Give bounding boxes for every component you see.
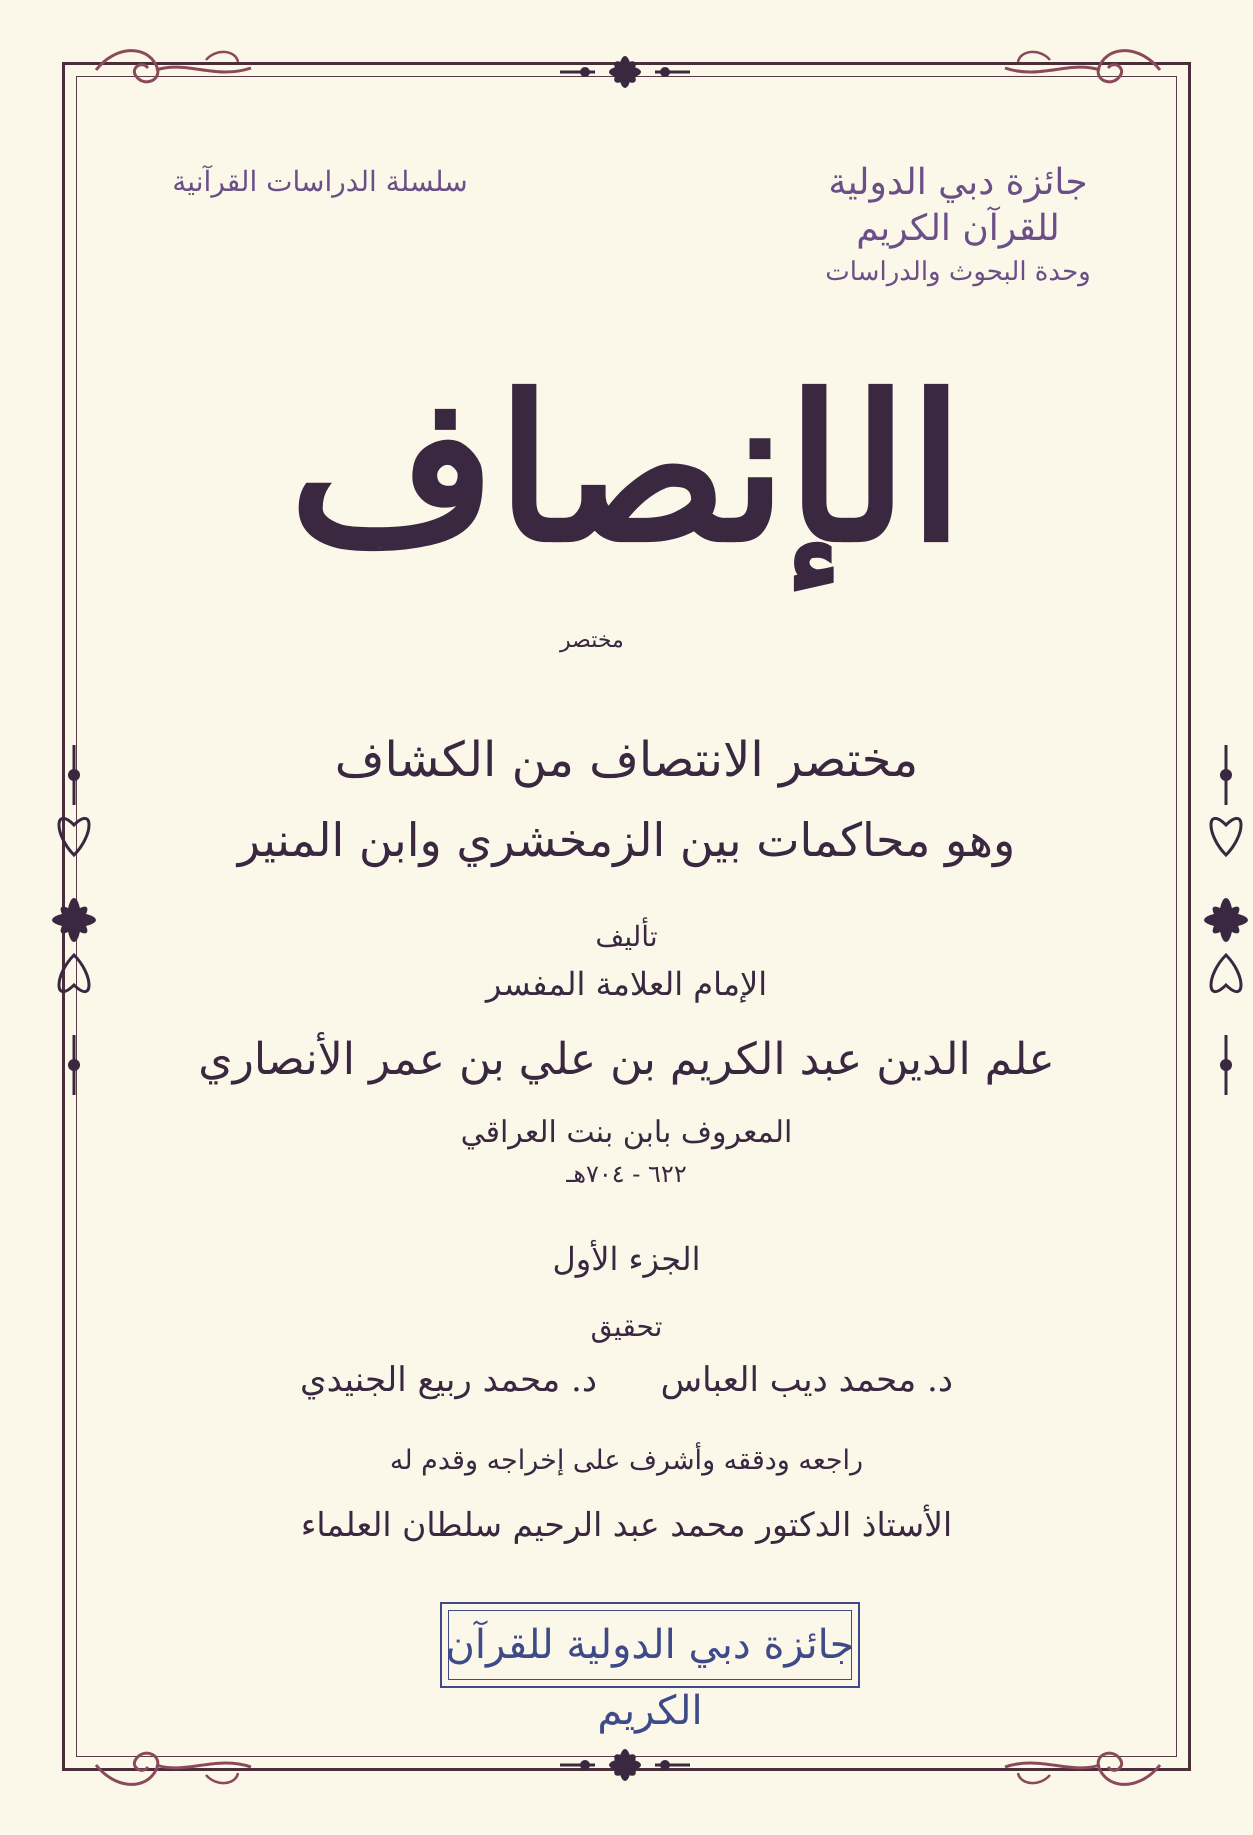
editor-2: د. محمد ربيع الجنيدي xyxy=(300,1360,598,1400)
top-center-flower-ornament xyxy=(555,52,695,92)
publisher-header xyxy=(778,160,1138,290)
corner-scroll-ornament-bottom-right xyxy=(1000,1735,1170,1795)
reviewer-name: الأستاذ الدكتور محمد عبد الرحيم سلطان العلماء xyxy=(300,1505,953,1544)
editing-label: تحقيق xyxy=(590,1310,663,1343)
author-rank: الإمام العلامة المفسر xyxy=(485,965,768,1003)
research-unit-name: وحدة البحوث والدراسات xyxy=(825,257,1091,287)
award-name: جائزة دبي الدولية للقرآن الكريم xyxy=(828,162,1088,249)
subtitle-line-1: مختصر الانتصاف من الكشاف xyxy=(334,732,919,788)
author-known-as: المعروف بابن بنت العراقي xyxy=(460,1115,793,1150)
title-stamp: مختصر xyxy=(560,628,624,653)
corner-scroll-ornament-top-left xyxy=(86,40,256,100)
series-title: سلسلة الدراسات القرآنية xyxy=(172,165,468,198)
corner-scroll-ornament-bottom-left xyxy=(86,1735,256,1795)
author-name: علم الدين عبد الكريم بن علي بن عمر الأنصاري xyxy=(198,1034,1055,1085)
editor-1: د. محمد ديب العباس xyxy=(660,1360,953,1400)
subtitle-line-2: وهو محاكمات بين الزمخشري وابن المنير xyxy=(237,813,1016,867)
bottom-center-flower-ornament xyxy=(555,1745,695,1785)
author-dates: ٦٢٢ - ٧٠٤هـ xyxy=(566,1160,687,1188)
left-side-heart-ornament xyxy=(44,735,104,1105)
review-line: راجعه ودققه وأشرف على إخراجه وقدم له xyxy=(389,1445,864,1476)
authored-by-label: تأليف xyxy=(595,920,658,953)
book-title: الإنصاف xyxy=(289,352,964,587)
right-side-heart-ornament xyxy=(1196,735,1253,1105)
corner-scroll-ornament-top-right xyxy=(1000,40,1170,100)
editors-row xyxy=(300,1360,953,1400)
footer-award-name: جائزة دبي الدولية للقرآن الكريم xyxy=(445,1622,855,1734)
volume-label: الجزء الأول xyxy=(552,1240,701,1278)
